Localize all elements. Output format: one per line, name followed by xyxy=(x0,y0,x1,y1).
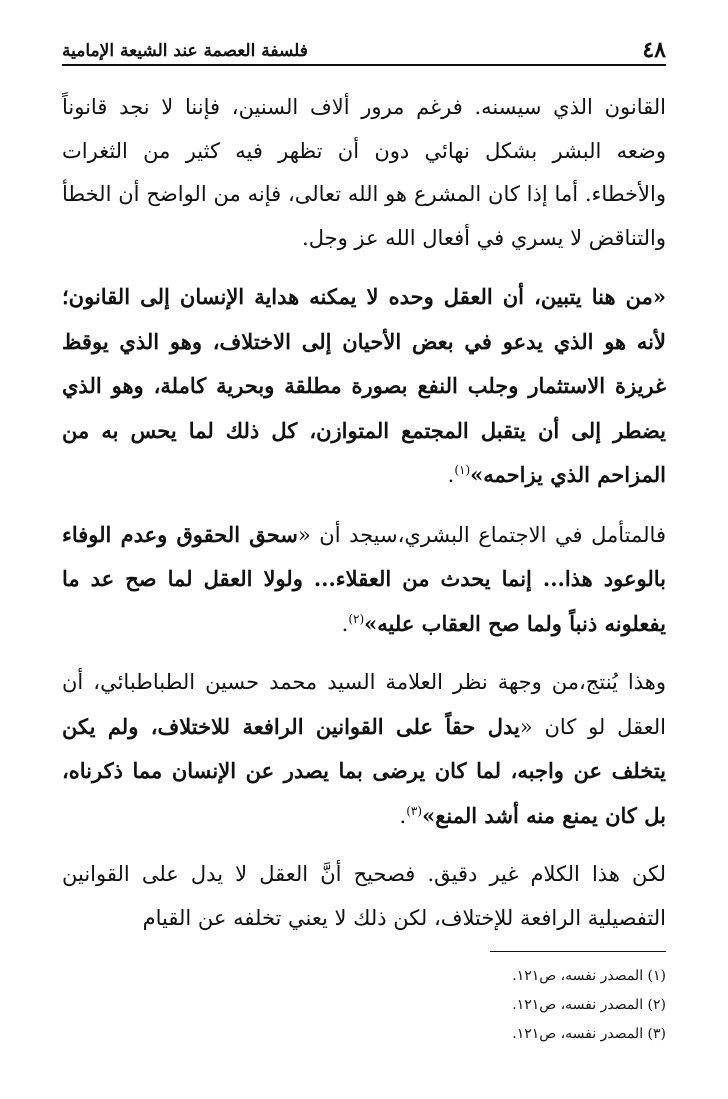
paragraph xyxy=(62,853,666,940)
body-text: . xyxy=(341,611,349,636)
footnote-reference: (١) xyxy=(454,463,471,477)
body-text: . xyxy=(447,463,455,487)
body-text: وهذا يُنتج،من وجهة نظر العلامة السيد محمد حسين الطباطبائي، أن العقل لو كان « xyxy=(62,670,666,739)
footnote-2: (٢) المصدر نفسه، ص١٢١. xyxy=(512,997,666,1013)
paragraph xyxy=(62,275,666,498)
running-title: فلسفة العصمة عند الشيعة الإمامية xyxy=(62,41,308,61)
body-text: القانون الذي سيسنه. فرغم مرور ألاف السنين، فإننا لا نجد قانوناً وضعه البشر بشكل نهائي دون أن تظهر فيه كثير من الثغرات والأخطاء. أما إذا كان المشرع هو الله تعالى، فإنه من الواضح أن الخطأ والتناقض لا يسري في أفعال الله عز وجل. xyxy=(62,95,666,250)
footnote-3: (٣) المصدر نفسه، ص١٢١. xyxy=(512,1026,666,1042)
page-header xyxy=(62,32,666,66)
body-text: . xyxy=(399,803,407,828)
paragraph xyxy=(62,661,666,838)
footnote-1: (١) المصدر نفسه، ص١٢١. xyxy=(512,968,666,984)
footnote-reference: (٣) xyxy=(406,803,423,818)
paragraph xyxy=(62,86,666,260)
footnotes xyxy=(62,962,666,1049)
quoted-text: يدل حقاً على القوانين الرافعة للاختلاف، ولم يكن يتخلف عن واجبه، لما كان يرضى بما يصدر عن الإنسان مما ذكرناه، بل كان يمنع منه أشد المنع» xyxy=(62,713,666,828)
page-body xyxy=(62,86,666,940)
quoted-text: سحق الحقوق وعدم الوفاء بالوعود هذا... إنما يحدث من العقلاء... ولولا العقل لما صح عد ما يفعلونه ذنباً ولما صح العقاب عليه» xyxy=(62,521,666,636)
body-text: لكن هذا الكلام غير دقيق. فصحيح أنَّ العقل لا يدل على القوانين التفصيلية الرافعة للإختلاف، لكن ذلك لا يعني تخلفه عن القيام xyxy=(62,862,666,930)
quoted-text: «من هنا يتبين، أن العقل وحده لا يمكنه هداية الإنسان إلى القانون؛ لأنه هو الذي يدعو في بعض الأحيان إلى الاختلاف، وهو الذي يوقظ غريزة الاستثمار وجلب النفع بصورة مطلقة وبحرية كاملة، وهو الذي يضطر إلى أن يتقبل المجتمع المتوازن، كل ذلك لما يحس به من المزاحم الذي يزاحمه» xyxy=(62,284,666,487)
footnote-divider xyxy=(490,951,666,952)
body-text: فالمتأمل في الاجتماع البشري،سيجد أن « xyxy=(297,522,666,547)
footnote-reference: (٢) xyxy=(348,611,365,626)
page-number: ٤٨ xyxy=(642,37,666,63)
paragraph xyxy=(62,513,666,647)
